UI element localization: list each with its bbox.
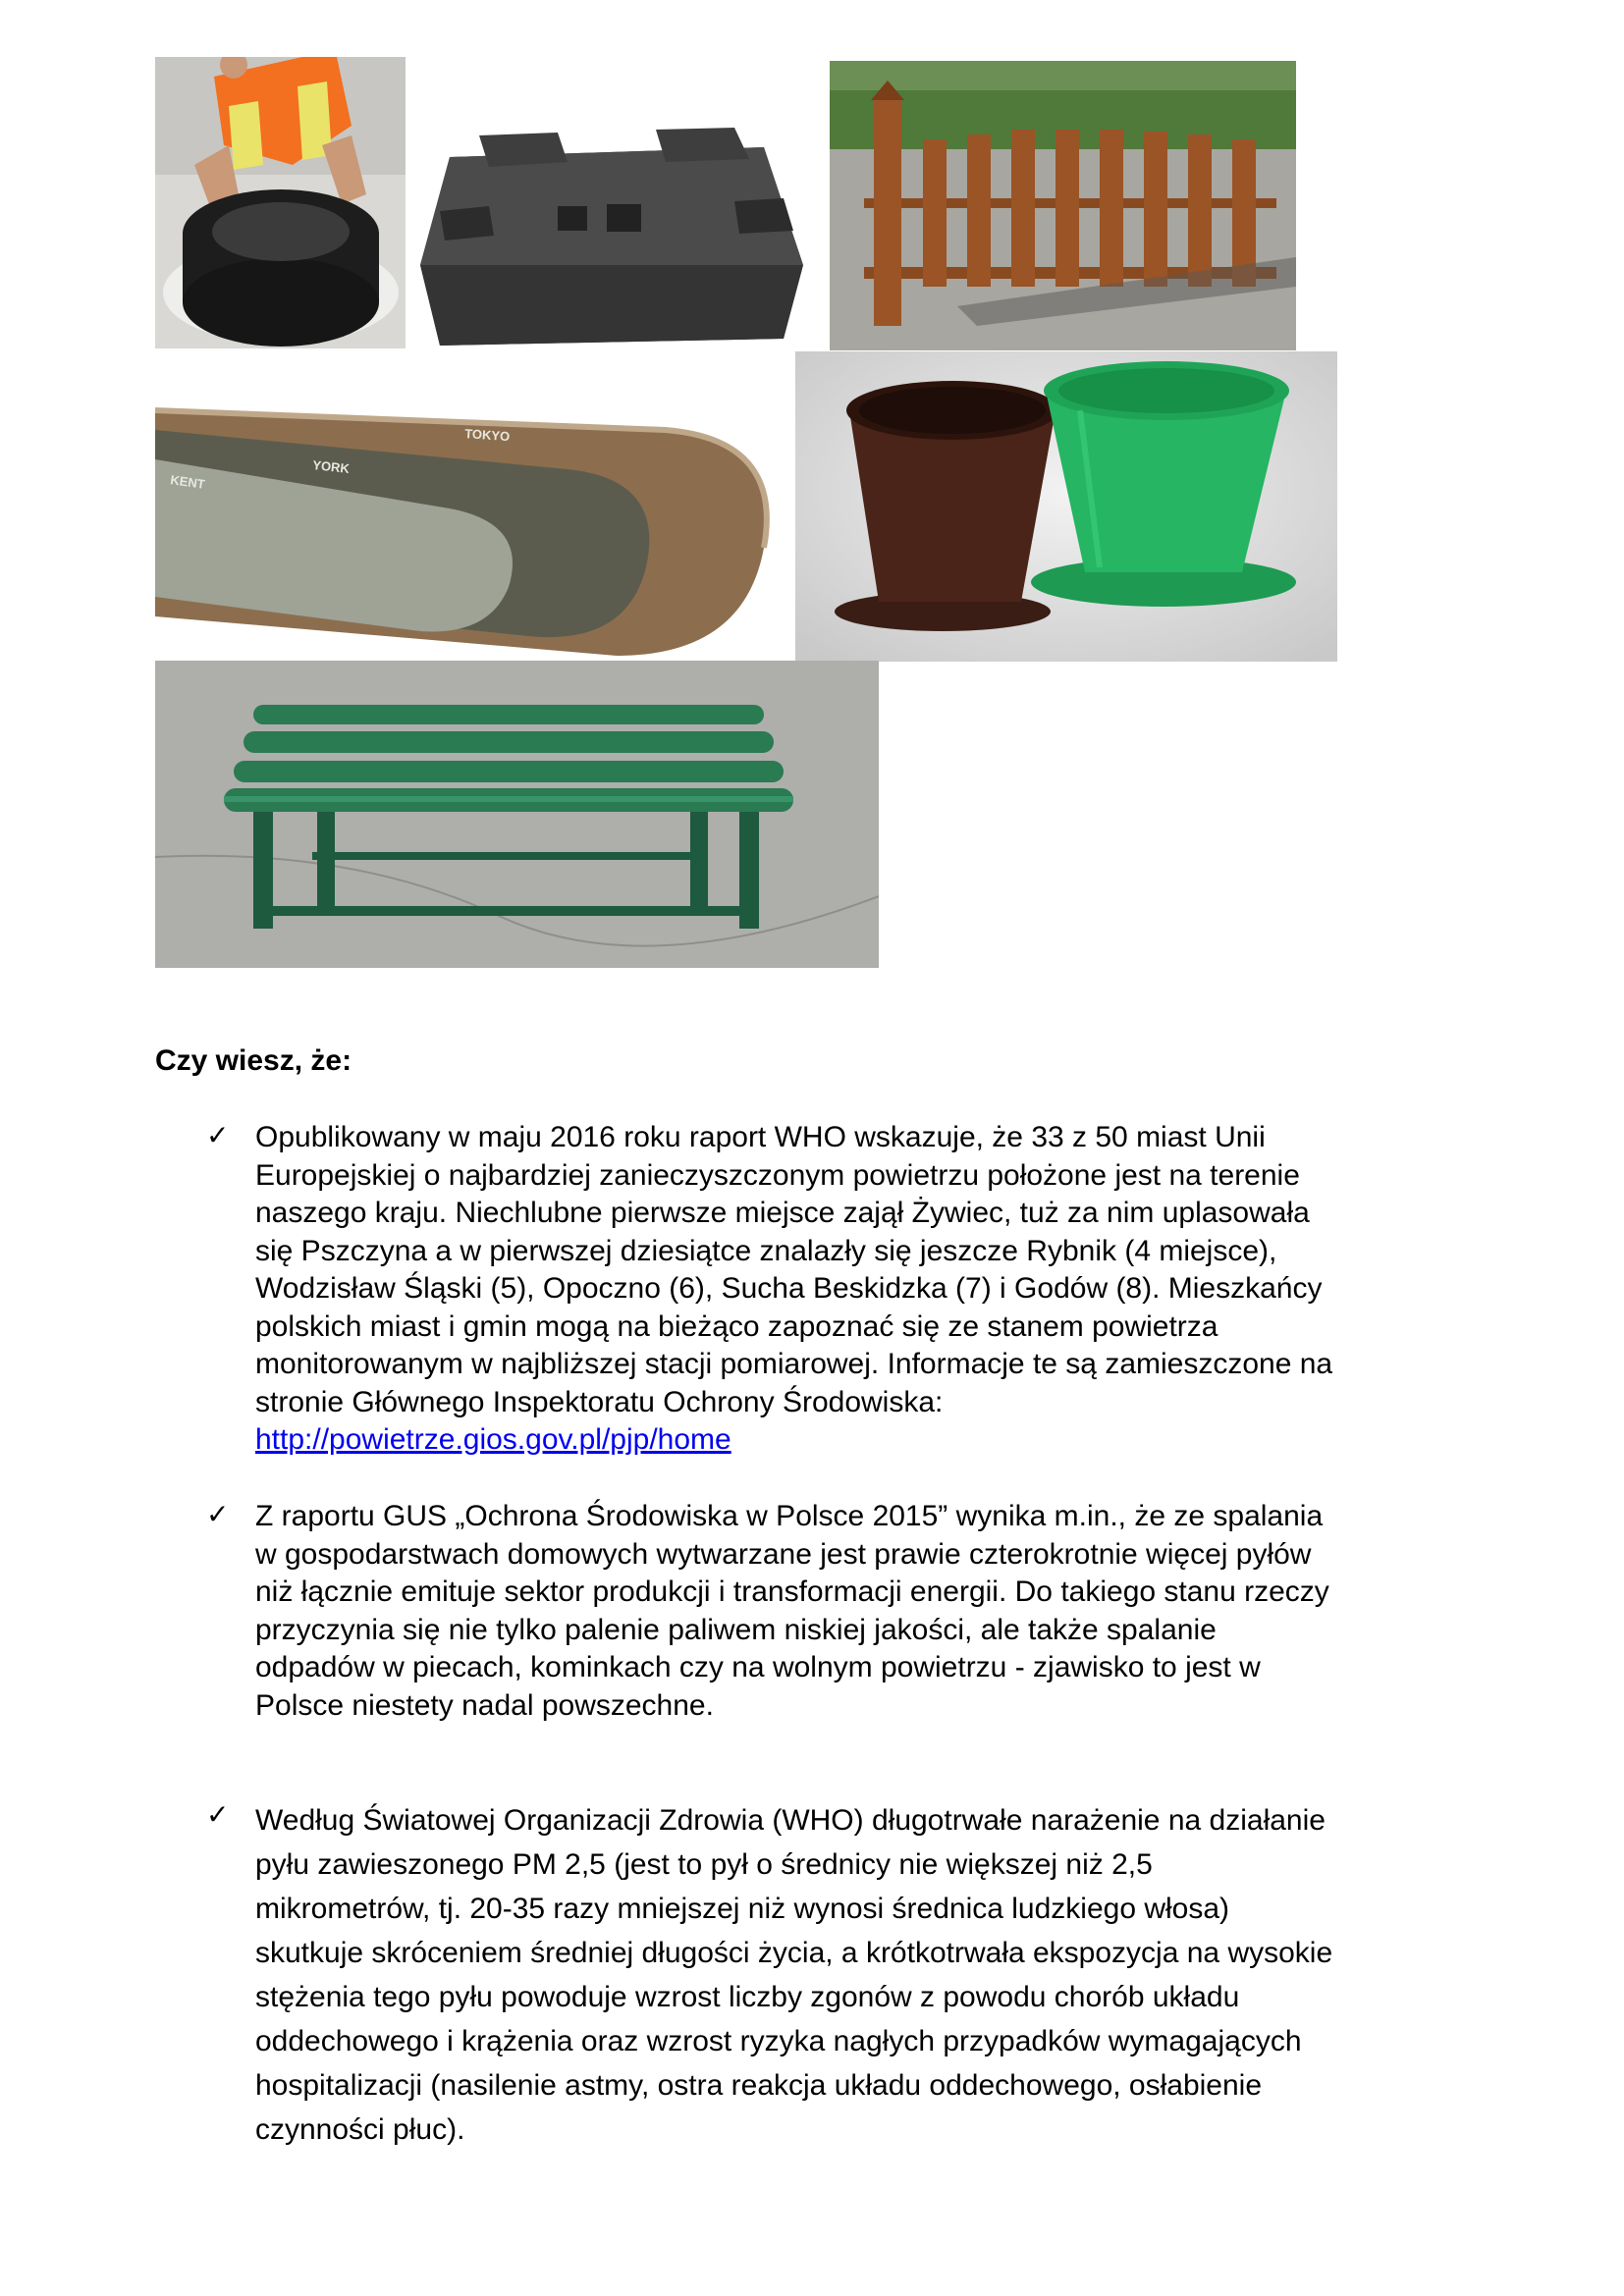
- checkmark-icon: ✓: [206, 1798, 230, 1831]
- checkmark-icon: ✓: [206, 1498, 230, 1530]
- fact-line: Polsce niestety nadal powszechne.: [255, 1688, 714, 1722]
- fact-line: czynności płuc).: [255, 2113, 465, 2146]
- fact-item: [206, 1498, 1483, 1725]
- fact-text: [255, 1798, 1483, 2152]
- fact-line: się Pszczyna a w pierwszej dziesiątce znalazły się jeszcze Rybnik (4 miejsce),: [255, 1234, 1277, 1267]
- checkmark-icon: ✓: [206, 1119, 230, 1151]
- fact-line: skutkuje skróceniem średniej długości życia, a krótkotrwała ekspozycja na wysokie: [255, 1937, 1333, 1969]
- fact-line: Z raportu GUS „Ochrona Środowiska w Polsce 2015” wynika m.in., że ze spalania: [255, 1500, 1324, 1532]
- board-label-york: YORK: [311, 457, 351, 476]
- fact-line: mikrometrów, tj. 20-35 razy mniejszej niż wynosi średnica ludzkiego włosa): [255, 1893, 1230, 1925]
- brown-recycled-plastic-fence-photo: [830, 61, 1296, 350]
- board-label-kent: KENT: [169, 472, 206, 492]
- fact-line: Europejskiej o najbardziej zanieczyszczonym powietrzu położone jest na terenie: [255, 1158, 1300, 1192]
- fact-line: niż łącznie emituje sektor produkcji i transformacji energii. Do takiego stanu rzeczy: [255, 1575, 1329, 1608]
- fact-line: oddechowego i krążenia oraz wzrost ryzyka nagłych przypadków wymagających: [255, 2025, 1302, 2057]
- fact-text: [255, 1119, 1483, 1460]
- fact-line: odpadów w piecach, kominkach czy na wolnym powietrzu - zjawisko to jest w: [255, 1651, 1261, 1683]
- fact-line: hospitalizacji (nasilenie astmy, ostra reakcja układu oddechowego, osłabienie: [255, 2069, 1263, 2102]
- fact-line: Wodzisław Śląski (5), Opoczno (6), Sucha Beskidzka (7) i Godów (8). Mieszkańcy: [255, 1272, 1323, 1305]
- fact-line: polskich miast i gmin mogą na bieżąco zapoznać się ze stanem powietrza: [255, 1309, 1218, 1343]
- page-heading: Czy wiesz, że:: [155, 1044, 352, 1077]
- fact-line: w gospodarstwach domowych wytwarzane jest prawie czterokrotnie więcej pyłów: [255, 1537, 1312, 1571]
- board-label-tokyo: TOKYO: [463, 426, 511, 445]
- fact-line: przyczynia się nie tylko palenie paliwem niskiej jakości, ale także spalanie: [255, 1613, 1217, 1646]
- fact-line: stężenia tego pyłu powoduje wzrost liczby zgonów z powodu chorób układu: [255, 1981, 1240, 2013]
- fact-line: stronie Głównego Inspektoratu Ochrony Środowiska:: [255, 1385, 944, 1418]
- composite-boards-photo: [155, 391, 793, 681]
- black-rubber-base-block-photo: [410, 118, 813, 351]
- green-recycled-plastic-bench-photo: [155, 661, 879, 968]
- fact-text: [255, 1498, 1483, 1725]
- fact-line: Opublikowany w maju 2016 roku raport WHO wskazuje, że 33 z 50 miast Unii: [255, 1121, 1266, 1153]
- fact-line: pyłu zawieszonego PM 2,5 (jest to pył o średnicy nie większej niż 2,5: [255, 1848, 1153, 1881]
- fact-item: [206, 1119, 1483, 1460]
- brown-and-green-flower-pots-photo: [795, 351, 1337, 662]
- gios-air-quality-link[interactable]: http://powietrze.gios.gov.pl/pjp/home: [255, 1423, 731, 1456]
- fact-line: Według Światowej Organizacji Zdrowia (WHO) długotrwałe narażenie na działanie: [255, 1804, 1326, 1837]
- worker-placing-manhole-ring-photo: [155, 57, 406, 348]
- fact-line: naszego kraju. Niechlubne pierwsze miejsce zajął Żywiec, tuż za nim uplasowała: [255, 1197, 1310, 1229]
- fact-line: monitorowanym w najbliższej stacji pomiarowej. Informacje te są zamieszczone na: [255, 1348, 1333, 1380]
- fact-item: [206, 1798, 1483, 2152]
